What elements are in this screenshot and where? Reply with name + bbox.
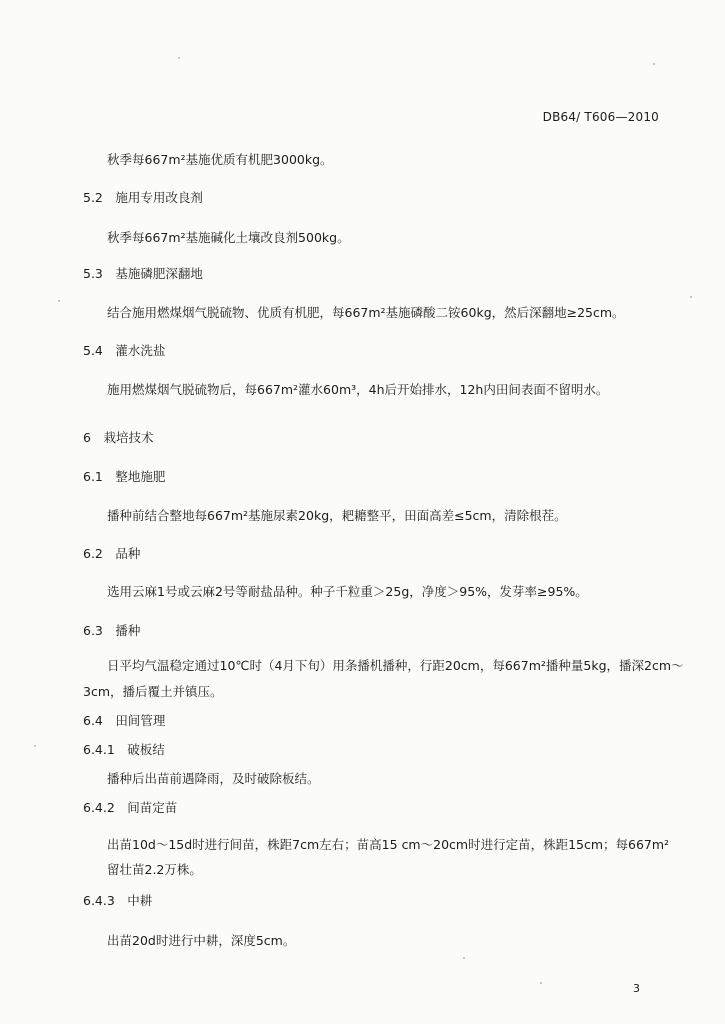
scan-speck: [34, 745, 36, 747]
paragraph: 播种后出苗前遇降雨，及时破除板结。: [107, 771, 320, 786]
paragraph: 出苗20d时进行中耕，深度5cm。: [107, 933, 296, 948]
section-heading-6-4: 6.4 田间管理: [83, 713, 166, 728]
scan-speck: [690, 296, 692, 298]
scan-speck: [653, 63, 655, 65]
section-heading-5-2: 5.2 施用专用改良剂: [83, 190, 203, 205]
scan-speck: [58, 300, 60, 302]
section-heading-5-3: 5.3 基施磷肥深翻地: [83, 266, 203, 281]
subsection-heading-6-4-2: 6.4.2 间苗定苗: [83, 800, 178, 815]
paragraph-continuation: 3cm，播后覆土并镇压。: [83, 684, 223, 699]
standard-code: DB64/ T606—2010: [542, 110, 659, 124]
paragraph: 秋季每667m²基施优质有机肥3000kg。: [107, 152, 333, 167]
paragraph: 秋季每667m²基施碱化土壤改良剂500kg。: [107, 230, 350, 245]
scan-speck: [463, 957, 465, 959]
section-heading-6-2: 6.2 品种: [83, 546, 141, 561]
paragraph: 日平均气温稳定通过10℃时（4月下旬）用条播机播种，行距20cm，每667m²播种量5kg，播深2cm～: [107, 658, 684, 673]
section-heading-5-4: 5.4 灌水洗盐: [83, 343, 166, 358]
page-number: 3: [633, 982, 640, 995]
section-heading-6-3: 6.3 播种: [83, 623, 141, 638]
subsection-heading-6-4-3: 6.4.3 中耕: [83, 893, 153, 908]
paragraph: 播种前结合整地每667m²基施尿素20kg，耙耱整平，田面高差≤5cm，清除根茬。: [107, 508, 567, 523]
paragraph-continuation: 留壮苗2.2万株。: [107, 862, 202, 877]
scan-speck: [178, 57, 180, 59]
paragraph: 施用燃煤烟气脱硫物后，每667m²灌水60m³，4h后开始排水，12h内田间表面不留明水。: [107, 382, 609, 397]
section-heading-6-1: 6.1 整地施肥: [83, 469, 166, 484]
paragraph: 结合施用燃煤烟气脱硫物、优质有机肥，每667m²基施磷酸二铵60kg，然后深翻地≥25cm。: [107, 305, 625, 320]
paragraph: 出苗10d～15d时进行间苗，株距7cm左右；苗高15 cm～20cm时进行定苗，株距15cm；每667m²: [107, 837, 670, 852]
scan-speck: [540, 982, 542, 984]
chapter-heading-6: 6 栽培技术: [83, 430, 154, 445]
subsection-heading-6-4-1: 6.4.1 破板结: [83, 742, 165, 757]
paragraph: 选用云麻1号或云麻2号等耐盐品种。种子千粒重＞25g，净度＞95%，发芽率≥95%。: [107, 584, 588, 599]
